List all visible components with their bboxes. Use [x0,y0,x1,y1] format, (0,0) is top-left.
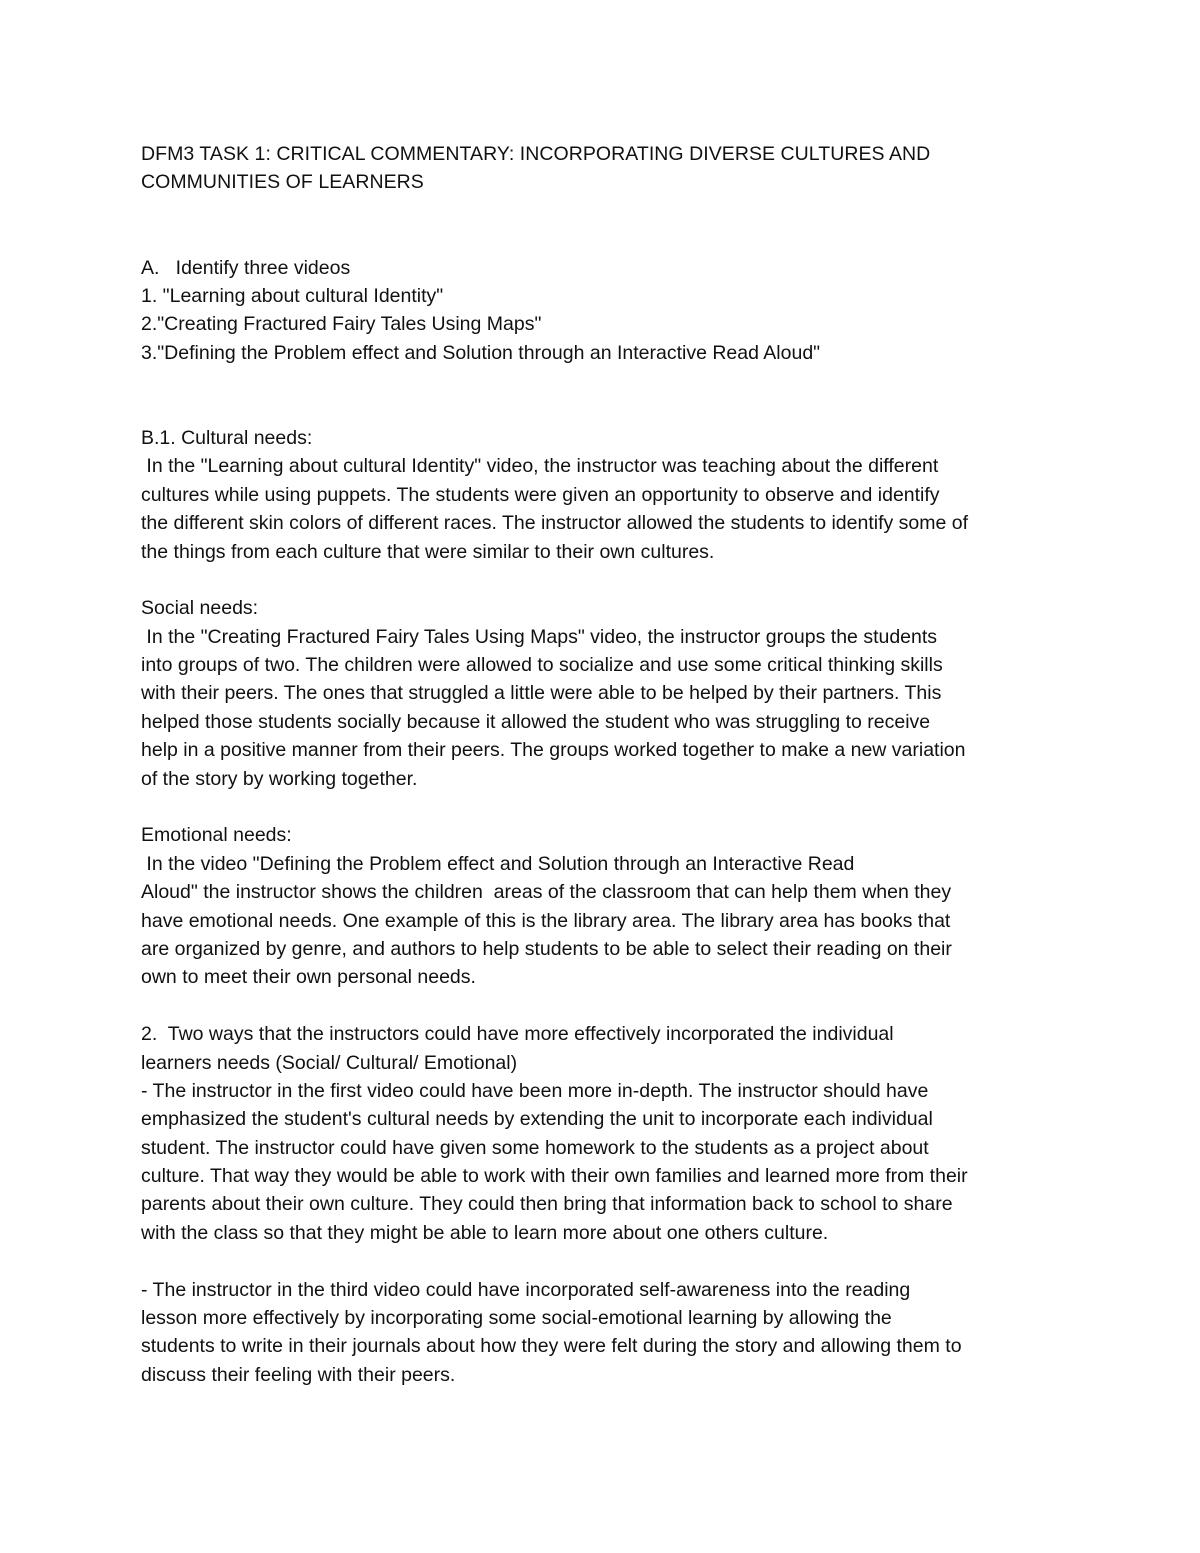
paragraph-line: lesson more effectively by incorporating some social-emotional learning by allowing the [141,1307,892,1330]
paragraph-line: helped those students socially because it allowed the student who was struggling to receive [141,710,931,733]
paragraph-line: In the "Creating Fractured Fairy Tales Using Maps" video, the instructor groups the students [141,625,938,648]
paragraph-line: In the "Learning about cultural Identity" video, the instructor was teaching about the different [141,455,939,478]
paragraph-line: help in a positive manner from their peers. The groups worked together to make a new variation [141,739,966,762]
paragraph-line: parents about their own culture. They could then bring that information back to school to share [141,1193,953,1216]
cultural-needs-heading: B.1. Cultural needs: [141,426,313,449]
paragraph-line: with their peers. The ones that struggled a little were able to be helped by their partners. This [141,682,942,705]
section-2 [141,1020,1081,1389]
paragraph-line: own to meet their own personal needs. [141,966,476,989]
spacer [141,992,1081,1020]
paragraph-line: are organized by genre, and authors to help students to be able to select their reading on their [141,937,952,960]
paragraph-line: student. The instructor could have given some homework to the students as a project about [141,1136,929,1159]
paragraph-line: In the video "Defining the Problem effect and Solution through an Interactive Read [141,852,855,875]
social-needs-section [141,594,1081,793]
paragraph-line: - The instructor in the third video could have incorporated self-awareness into the reading [141,1278,911,1301]
spacer [141,566,1081,594]
spacer [141,367,1081,424]
video-list-item: 3."Defining the Problem effect and Solution through an Interactive Read Aloud" [141,341,821,364]
paragraph-line: discuss their feeling with their peers. [141,1363,456,1386]
cultural-needs-section [141,424,1081,566]
spacer [141,1247,1081,1275]
section-a [141,254,1081,368]
paragraph-line: cultures while using puppets. The students were given an opportunity to observe and identify [141,483,940,506]
paragraph-line: culture. That way they would be able to work with their own families and learned more from their [141,1165,968,1188]
paragraph-line: have emotional needs. One example of this is the library area. The library area has books that [141,909,951,932]
paragraph-line: students to write in their journals about how they were felt during the story and allowing them to [141,1335,962,1358]
section-a-heading: A. Identify three videos [141,256,351,279]
paragraph-line: emphasized the student's cultural needs by extending the unit to incorporate each individual [141,1108,933,1131]
title-line: COMMUNITIES OF LEARNERS [141,171,424,194]
paragraph-line: with the class so that they might be able to learn more about one others culture. [141,1221,829,1244]
emotional-needs-section [141,821,1081,991]
paragraph-line: learners needs (Social/ Cultural/ Emotional) [141,1051,518,1074]
spacer [141,197,1081,254]
paragraph-line: the different skin colors of different races. The instructor allowed the students to identify some of [141,512,969,535]
paragraph-line: into groups of two. The children were allowed to socialize and use some critical thinking skills [141,654,943,677]
title-line: DFM3 TASK 1: CRITICAL COMMENTARY: INCORPORATING DIVERSE CULTURES AND [141,143,931,165]
paragraph-line: - The instructor in the first video could have been more in-depth. The instructor should have [141,1079,929,1102]
paragraph-line: the things from each culture that were similar to their own cultures. [141,540,715,563]
paragraph-line: of the story by working together. [141,767,418,790]
social-needs-heading: Social needs: [141,597,259,620]
document-title [141,140,1081,197]
video-list-item: 1. "Learning about cultural Identity" [141,284,444,307]
emotional-needs-heading: Emotional needs: [141,824,292,847]
paragraph-line: Aloud" the instructor shows the children areas of the classroom that can help them when they [141,881,952,904]
paragraph-line: 2. Two ways that the instructors could have more effectively incorporated the individual [141,1023,894,1046]
spacer [141,793,1081,821]
document-page [141,140,1081,1389]
video-list-item: 2."Creating Fractured Fairy Tales Using Maps" [141,313,542,336]
